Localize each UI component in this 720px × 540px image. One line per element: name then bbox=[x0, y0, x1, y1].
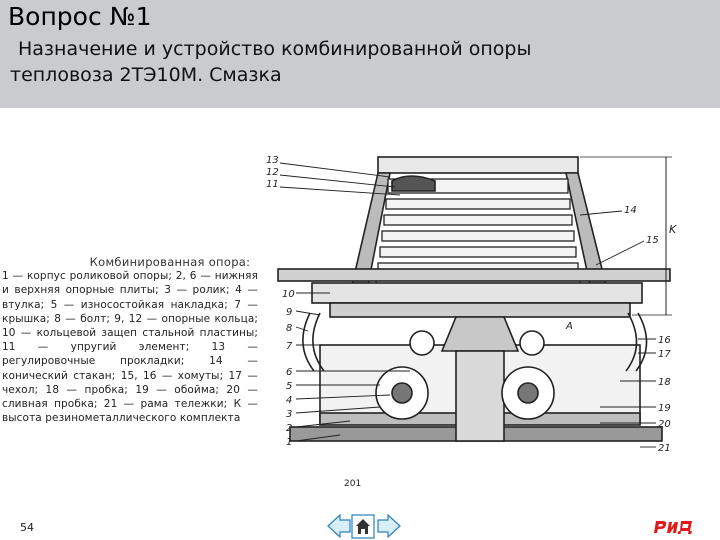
combined-support-drawing bbox=[260, 145, 680, 490]
callout-21: 21 bbox=[658, 443, 671, 454]
callout-9: 9 bbox=[286, 307, 293, 318]
legend-title: Комбинированная опора: bbox=[89, 255, 251, 269]
callout-12: 12 bbox=[266, 167, 279, 178]
callout-2: 2 bbox=[286, 423, 293, 434]
callout-13: 13 bbox=[266, 155, 279, 166]
callout-15: 15 bbox=[646, 235, 659, 246]
slide-title: Вопрос №1 bbox=[8, 2, 152, 31]
callout-19: 19 bbox=[658, 403, 671, 414]
home-button[interactable] bbox=[352, 515, 374, 538]
navigation-controls bbox=[326, 512, 402, 540]
callout-14: 14 bbox=[624, 205, 637, 216]
callout-17: 17 bbox=[658, 349, 671, 360]
figure-legend bbox=[2, 255, 258, 425]
roller-left-hub bbox=[392, 383, 412, 403]
center-boss bbox=[442, 317, 518, 351]
roller-right-hub bbox=[518, 383, 538, 403]
subtitle-line-2: тепловоза 2ТЭ10М. Смазка bbox=[10, 64, 282, 86]
center-post bbox=[456, 351, 504, 441]
callout-4: 4 bbox=[286, 395, 293, 406]
upper-support-plate bbox=[312, 283, 642, 303]
page-reference: 201 bbox=[344, 479, 362, 489]
arrow-left-icon[interactable] bbox=[328, 515, 350, 537]
elastic-element-hatch bbox=[392, 176, 435, 191]
slide-subtitle bbox=[10, 36, 650, 88]
callout-7: 7 bbox=[286, 341, 293, 352]
dimension-label: K bbox=[669, 223, 677, 236]
arrow-right-icon[interactable] bbox=[378, 515, 400, 537]
callout-6: 6 bbox=[286, 367, 293, 378]
callout-20: 20 bbox=[658, 419, 671, 430]
slide-header bbox=[0, 0, 720, 108]
page-number: 54 bbox=[20, 521, 34, 534]
callout-5: 5 bbox=[286, 381, 293, 392]
subtitle-line-1: Назначение и устройство комбинированной опоры bbox=[18, 38, 532, 60]
legend-text: 1 — корпус роликовой опоры; 2, 6 — нижняя и верхняя опорные плиты; 3 — ролик; 4 — втулка; 5 — износостойкая накладка; 7 — крышка; 8 — болт; 9, 12 — опорные кольца; 10 — кольцевой защеп стальной пластины; 11 — упругий элемент; 13 — регулировочные прокладки; 14 — конический стакан; 15, 16 — хомуты; 17 — чехол; 18 — пробка; 19 — обойма; 20 — сливная пробка; 21 — рама тележки; К — высота резинометаллического комплекта bbox=[2, 270, 258, 425]
callout-10: 10 bbox=[282, 289, 295, 300]
rzd-logo bbox=[652, 517, 694, 535]
next-slide-button[interactable] bbox=[378, 515, 400, 537]
callout-18: 18 bbox=[658, 377, 671, 388]
callout-8: 8 bbox=[286, 323, 293, 334]
section-label: A bbox=[566, 321, 573, 332]
bushing-right bbox=[520, 331, 544, 355]
prev-slide-button[interactable] bbox=[328, 515, 350, 537]
callout-16: 16 bbox=[658, 335, 671, 346]
callout-1: 1 bbox=[286, 437, 293, 448]
callout-3: 3 bbox=[286, 409, 293, 420]
flange-plate bbox=[278, 269, 670, 281]
callout-11: 11 bbox=[266, 179, 279, 190]
roller-support-cover bbox=[330, 303, 630, 317]
bushing-left bbox=[410, 331, 434, 355]
top-cap bbox=[378, 157, 578, 173]
